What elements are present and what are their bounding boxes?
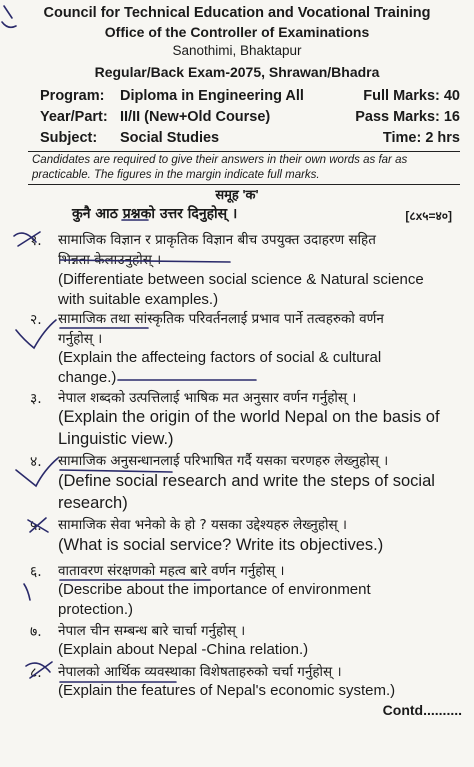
continued-note: Contd.......... <box>382 702 462 718</box>
exam-title: Regular/Back Exam-2075, Shrawan/Bhadra <box>94 64 380 80</box>
english-line: (Explain the affecteing factors of social & cultural <box>58 349 382 366</box>
nepali-line: वातावरण संरक्षणको महत्व बारे वर्णन गर्नुहोस् । <box>58 563 285 579</box>
question-english <box>58 580 468 620</box>
nepali-line: नेपालको आर्थिक व्यवस्थाका विशेषताहरुको चर्चा गर्नुहोस् । <box>58 664 342 680</box>
question-english <box>58 270 468 310</box>
english-line: (Explain about Nepal -China relation.) <box>58 641 309 658</box>
marks-scheme: [८x५=४०] <box>405 209 452 223</box>
english-line: (Explain the features of Nepal's economic system.) <box>58 682 396 699</box>
nepali-line: सामाजिक विज्ञान र प्राकृतिक विज्ञान बीच उपयुक्त उदाहरण सहित <box>58 232 376 248</box>
attempt-instruction: कुनै आठ प्रश्नको उत्तर दिनुहोस् । <box>72 206 238 222</box>
nepali-line: नेपाल चीन सम्बन्ध बारे चार्चा गर्नुहोस् । <box>58 623 246 639</box>
council-title: Council for Technical Education and Vocational Training <box>43 5 431 21</box>
nepali-line: सामाजिक तथा सांस्कृतिक परिवर्तनलाई प्रभाव पार्ने तत्वहरुको वर्णन <box>58 311 384 327</box>
question-nepali <box>58 662 458 682</box>
nepali-line: नेपाल शब्दको उत्पत्तिलाई भाषिक मत अनुसार वर्णन गर्नुहोस् । <box>58 390 357 406</box>
english-line: (Explain the origin of the world Nepal on the basis of <box>58 408 440 426</box>
english-line: research) <box>58 494 128 512</box>
year-value: II/II (New+Old Course) <box>120 109 271 125</box>
question-number: ८. <box>30 665 42 681</box>
divider-top <box>28 151 460 152</box>
question-nepali <box>58 515 458 535</box>
tick-mark <box>24 584 30 600</box>
question-nepali <box>58 309 458 349</box>
subject-value: Social Studies <box>120 130 220 146</box>
location: Sanothimi, Bhaktapur <box>172 43 302 58</box>
question-number: ३. <box>30 391 42 407</box>
english-line: (What is social service? Write its objectives.) <box>58 536 384 554</box>
question-number: ७. <box>30 624 42 640</box>
nepali-line: गर्नुहोस् । <box>58 331 103 347</box>
question-number: १. <box>30 233 42 249</box>
english-line: with suitable examples.) <box>58 291 219 308</box>
question-english <box>58 534 468 556</box>
question-nepali <box>58 451 458 471</box>
pass-marks: Pass Marks: 16 <box>355 109 460 125</box>
question-nepali <box>58 561 458 581</box>
question-english <box>58 681 468 701</box>
english-line: protection.) <box>58 601 134 618</box>
program-value: Diploma in Engineering All <box>120 88 304 104</box>
english-line: change.) <box>58 369 117 386</box>
english-line: (Differentiate between social science & Natural science <box>58 271 424 288</box>
english-line: Linguistic view.) <box>58 430 174 448</box>
office-title: Office of the Controller of Examinations <box>104 24 370 40</box>
group-heading: समूह 'क' <box>215 187 259 202</box>
question-number: ४. <box>30 454 42 470</box>
nepali-line: भिन्नता केलाउनुहोस् । <box>58 252 162 268</box>
time: Time: 2 hrs <box>382 130 460 146</box>
nepali-line: सामाजिक सेवा भनेको के हो ? यसका उद्देश्यहरु लेख्नुहोस् । <box>58 517 347 533</box>
question-number: ५. <box>30 518 42 534</box>
english-line: (Define social research and write the steps of social <box>58 472 435 490</box>
subject-label: Subject: <box>40 130 98 146</box>
question-number: २. <box>30 312 42 328</box>
question-nepali <box>58 388 458 408</box>
question-english <box>58 406 468 450</box>
question-english <box>58 348 468 388</box>
question-english <box>58 640 468 660</box>
full-marks: Full Marks: 40 <box>363 88 460 104</box>
nepali-line: सामाजिक अनुसन्धानलाई परिभाषित गर्दै यसका चरणहरु लेख्नुहोस् । <box>58 453 389 469</box>
program-label: Program: <box>40 88 105 104</box>
year-label: Year/Part: <box>40 109 108 125</box>
english-line: (Describe about the importance of environment <box>58 581 371 598</box>
question-nepali <box>58 621 458 641</box>
question-number: ६. <box>30 564 42 580</box>
question-english <box>58 470 468 514</box>
question-nepali <box>58 230 458 270</box>
candidate-instructions: Candidates are required to give their answers in their own words as far as practicable. The figures in the margin indicate full marks. <box>32 154 408 181</box>
